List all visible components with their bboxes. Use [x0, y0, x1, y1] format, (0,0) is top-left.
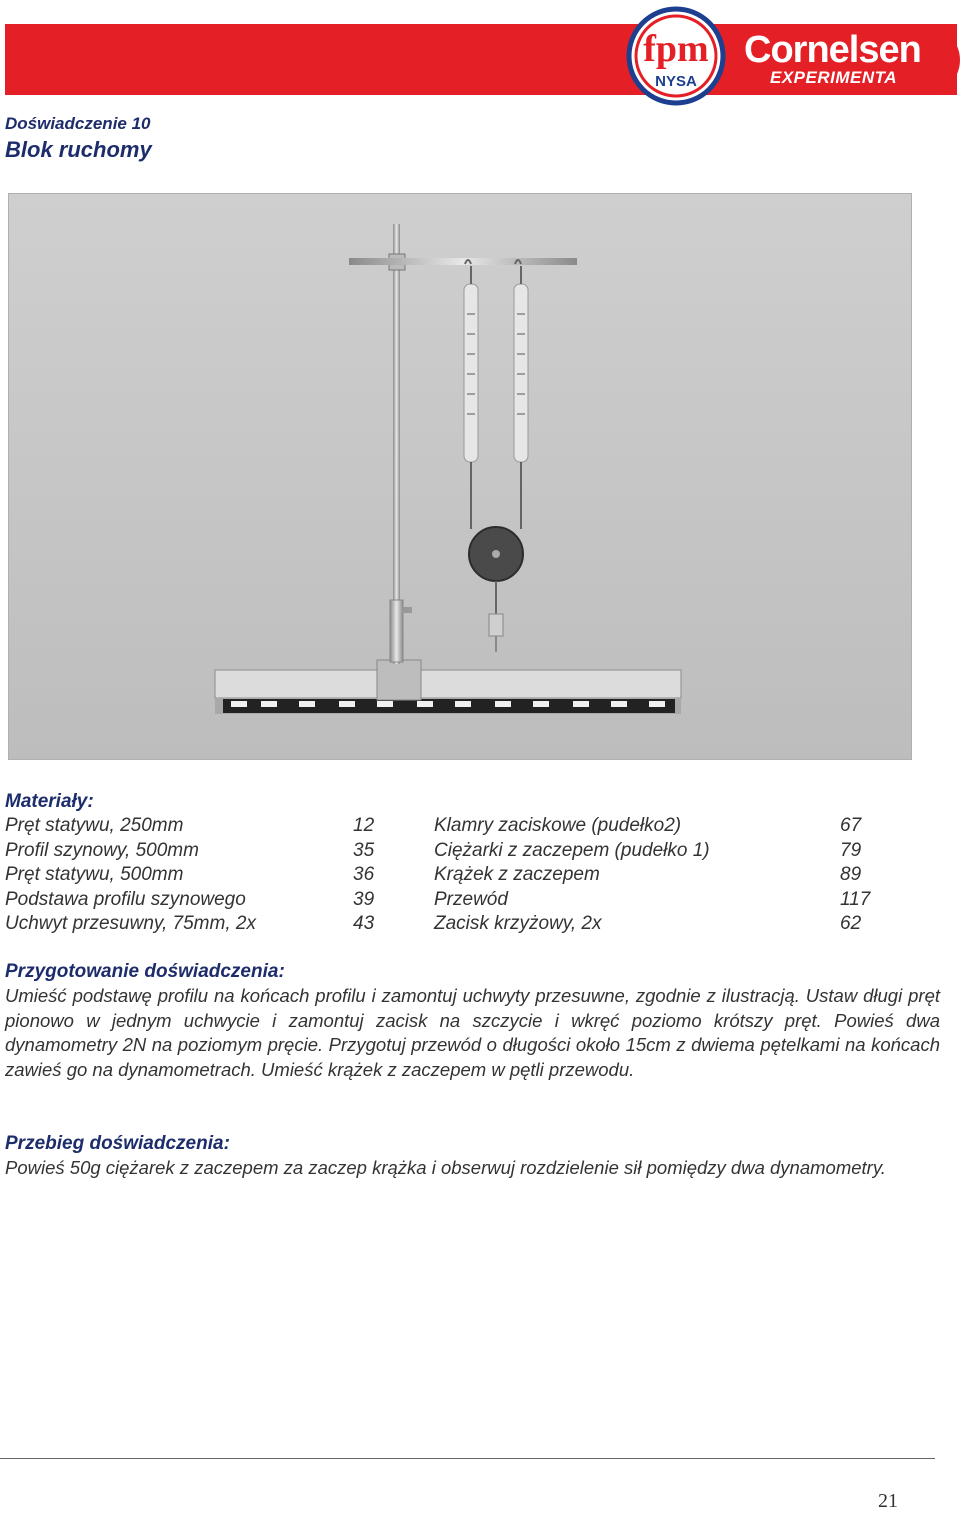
- material-name: Pręt statywu, 500mm: [5, 864, 184, 885]
- footer-divider: [0, 1458, 935, 1459]
- materials-heading: Materiały:: [5, 791, 94, 812]
- material-row: [5, 839, 940, 864]
- material-name: Podstawa profilu szynowego: [5, 888, 246, 910]
- cornelsen-logo: [728, 26, 960, 94]
- experiment-label: Doświadczenie 10: [5, 114, 151, 133]
- nysa-logo-text: NYSA: [655, 73, 697, 90]
- material-number: 62: [840, 913, 862, 934]
- materials-section: [5, 790, 940, 937]
- material-number: 89: [840, 864, 862, 885]
- page-number: 21: [878, 1490, 898, 1512]
- material-row: [5, 888, 940, 913]
- material-name: Profil szynowy, 500mm: [5, 839, 199, 861]
- material-row: [5, 863, 940, 888]
- material-number: 43: [353, 913, 375, 934]
- material-number: 12: [353, 815, 375, 836]
- materials-list: [5, 814, 940, 937]
- material-name: Uchwyt przesuwny, 75mm, 2x: [5, 913, 256, 934]
- material-row: [5, 814, 940, 839]
- experimenta-logo-text: EXPERIMENTA: [770, 68, 898, 87]
- material-name: Krążek z zaczepem: [434, 864, 600, 885]
- procedure-text: Powieś 50g ciężarek z zaczepem za zaczep krążka i obserwuj rozdzielenie sił pomiędzy dwa dynamometry.: [5, 1157, 886, 1178]
- procedure-section: [5, 1132, 940, 1181]
- material-number: 39: [353, 888, 375, 910]
- preparation-section: [5, 960, 940, 1082]
- material-number: 36: [353, 864, 375, 885]
- material-name: Klamry zaciskowe (pudełko2): [434, 815, 682, 836]
- material-name: Ciężarki z zaczepem (pudełko 1): [434, 839, 710, 861]
- material-row: [5, 912, 940, 937]
- apparatus-photo: [8, 193, 912, 760]
- fpm-nysa-logo: [626, 6, 726, 106]
- material-name: Zacisk krzyżowy, 2x: [434, 913, 602, 934]
- procedure-heading: Przebieg doświadczenia:: [5, 1133, 230, 1154]
- preparation-heading: Przygotowanie doświadczenia:: [5, 961, 285, 982]
- apparatus-illustration: [9, 194, 911, 759]
- material-number: 117: [840, 888, 871, 910]
- cornelsen-logo-text: Cornelsen: [744, 29, 921, 71]
- material-number: 35: [353, 839, 375, 861]
- material-name: Pręt statywu, 250mm: [5, 815, 184, 836]
- material-number: 67: [840, 815, 862, 836]
- material-number: 79: [840, 839, 862, 861]
- preparation-text: Umieść podstawę profilu na końcach profilu i zamontuj uchwyty przesuwne, zgodnie z ilustracją. Ustaw długi pręt pionowo w jednym uchwycie i zamontuj zacisk na szczycie i wkręć poziomo krótszy pręt. Powieś dwa dynamometry 2N na poziomym pręcie. Przygotuj przewód o długości około 15cm z dwiema pętelkami na końcach zawieś go na dynamometrach. Umieść krążek z zaczepem w pętli przewodu.: [5, 985, 940, 1080]
- material-name: Przewód: [434, 888, 508, 910]
- experiment-title: Blok ruchomy: [5, 137, 152, 162]
- fpm-logo-text: fpm: [643, 28, 709, 70]
